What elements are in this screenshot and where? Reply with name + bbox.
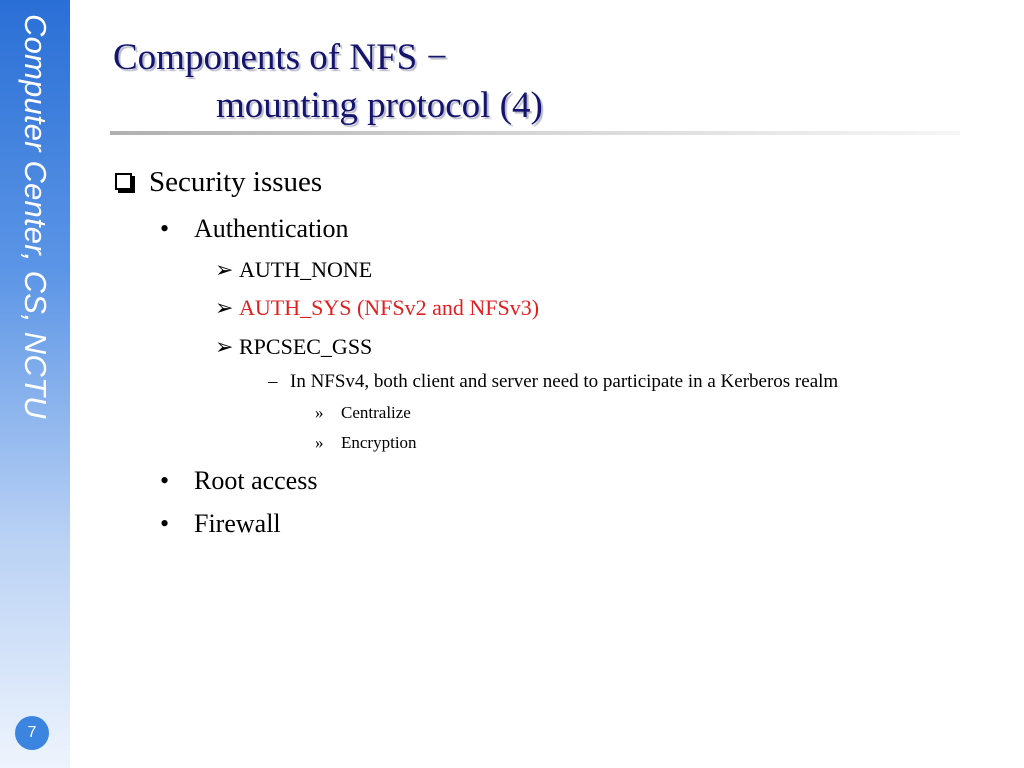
slide-title [113, 34, 543, 130]
bullet-text: AUTH_SYS (NFSv2 and NFSv3) [239, 295, 540, 320]
bullet-security-issues [115, 166, 322, 199]
bullet-text: Security issues [149, 166, 323, 198]
bullet-root-access [160, 466, 317, 496]
bullet-text: AUTH_NONE [239, 257, 373, 282]
bullet-centralize [315, 403, 411, 423]
bullet-text: Centralize [341, 403, 411, 422]
bullet-authentication [160, 214, 349, 244]
bullet-text: Firewall [194, 509, 281, 538]
bullet-text: Authentication [194, 214, 349, 243]
slide-title-line-2: mounting protocol (4) [216, 85, 543, 126]
double-chevron-bullet-icon: » [315, 403, 324, 422]
page-number-badge: 7 [15, 716, 49, 750]
bullet-firewall [160, 509, 281, 539]
bullet-text: In NFSv4, both client and server need to participate in a Kerberos realm [290, 371, 839, 392]
bullet-rpcsec-gss [215, 334, 372, 360]
dot-bullet-icon: • [160, 509, 170, 538]
double-chevron-bullet-icon: » [315, 433, 324, 452]
sidebar [0, 0, 70, 768]
bullet-text: Encryption [341, 433, 417, 452]
bullet-auth-sys [215, 295, 539, 321]
bullet-encryption [315, 433, 417, 453]
bullet-text: Root access [194, 466, 318, 495]
dot-bullet-icon: • [160, 214, 170, 243]
title-divider [110, 131, 960, 135]
bullet-auth-none [215, 257, 372, 283]
checkbox-bullet-icon [115, 166, 149, 199]
dash-bullet-icon: – [268, 371, 278, 392]
arrow-bullet-icon: ➢ [215, 257, 234, 282]
bullet-text: RPCSEC_GSS [239, 334, 373, 359]
slide-title-line-1: Components of NFS − [113, 37, 448, 78]
dot-bullet-icon: • [160, 466, 170, 495]
arrow-bullet-icon: ➢ [215, 334, 234, 359]
bullet-nfsv4-note [268, 371, 838, 393]
sidebar-org-label: Computer Center, CS, NCTU [18, 14, 53, 419]
arrow-bullet-icon: ➢ [215, 295, 234, 320]
